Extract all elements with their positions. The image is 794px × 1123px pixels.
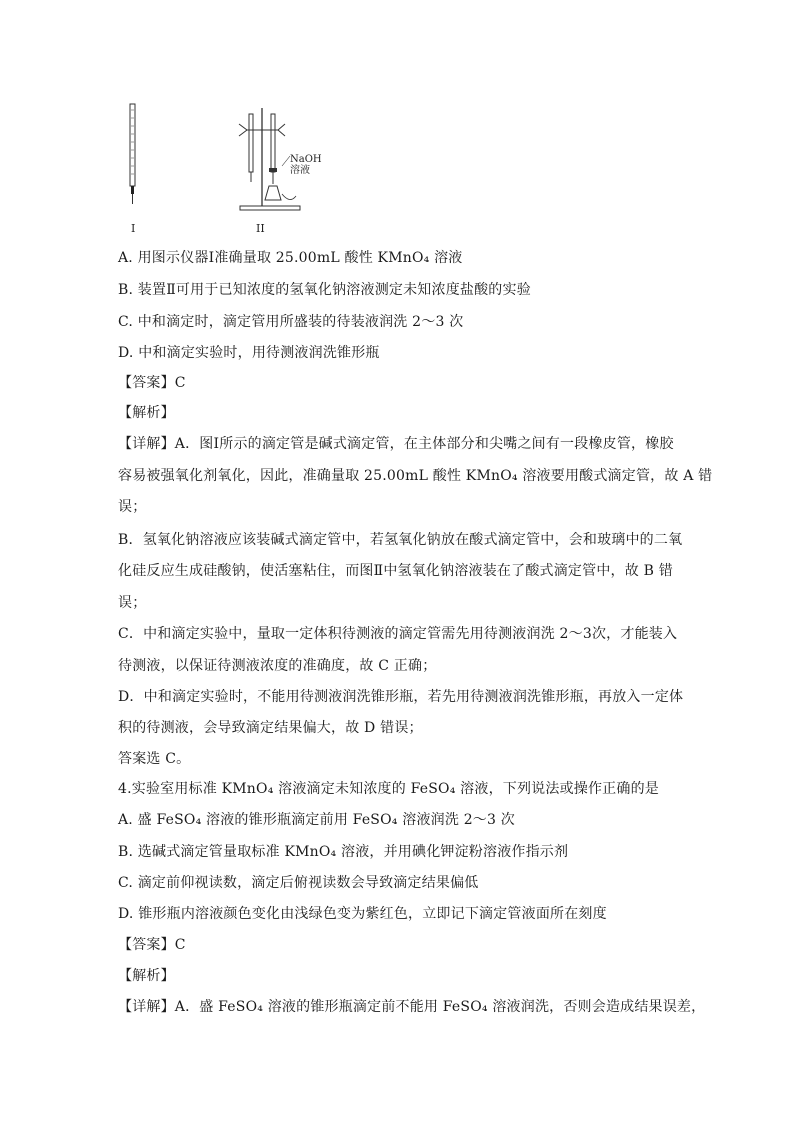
naoh-label: NaOH <box>290 154 322 165</box>
q3-answer: 【答案】C <box>118 375 186 391</box>
q3-analysis-line: 容易被强氧化剂氧化，因此，准确量取 25.00mL 酸性 KMnO₄ 溶液要用酸式滴定管，故 A 错 <box>118 468 713 484</box>
q3-option-a: A. 用图示仪器Ⅰ准确量取 25.00mL 酸性 KMnO₄ 溶液 <box>118 250 463 266</box>
q3-analysis-line: 误； <box>118 595 147 611</box>
q4-stem: 4.实验室用标准 KMnO₄ 溶液滴定未知浓度的 FeSO₄ 溶液，下列说法或操作正确的是 <box>118 781 659 797</box>
q3-analysis-line: 化硅反应生成硅酸钠，使活塞粘住，而图Ⅱ中氢氧化钠溶液装在了酸式滴定管中，故 B 错 <box>118 563 673 579</box>
q4-detail-line: 【详解】A．盛 FeSO₄ 溶液的锥形瓶滴定前不能用 FeSO₄ 溶液润洗，否则会造成结果误差， <box>118 999 706 1015</box>
q4-analysis-title: 【解析】 <box>118 968 175 984</box>
q4-option-b: B. 选碱式滴定管量取标准 KMnO₄ 溶液，并用碘化钾淀粉溶液作指示剂 <box>118 844 569 860</box>
figure-label-ii: II <box>256 222 265 235</box>
q4-option-a: A. 盛 FeSO₄ 溶液的锥形瓶滴定前用 FeSO₄ 溶液润洗 2～3 次 <box>118 812 515 828</box>
q3-analysis-line: 积的待测液，会导致滴定结果偏大，故 D 错误； <box>118 720 423 736</box>
q3-analysis-title: 【解析】 <box>118 405 175 421</box>
q4-answer: 【答案】C <box>118 937 186 953</box>
figure-label-i: I <box>131 222 136 235</box>
titration-figure <box>118 100 338 240</box>
q3-analysis-line: D．中和滴定实验时，不能用待测液润洗锥形瓶，若先用待测液润洗锥形瓶，再放入一定体 <box>118 689 684 705</box>
q3-analysis-line: 误； <box>118 499 147 515</box>
naoh-solution-label: 溶液 <box>290 165 310 176</box>
q3-analysis-line: 待测液，以保证待测液浓度的准确度，故 C 正确； <box>118 658 437 674</box>
q3-analysis-line: 【详解】A．图Ⅰ所示的滴定管是碱式滴定管，在主体部分和尖嘴之间有一段橡皮管，橡胶 <box>118 436 674 452</box>
q4-option-c: C. 滴定前仰视读数，滴定后俯视读数会导致滴定结果偏低 <box>118 875 479 891</box>
q3-option-c: C. 中和滴定时，滴定管用所盛装的待装液润洗 2～3 次 <box>118 314 464 330</box>
q3-option-b: B. 装置Ⅱ可用于已知浓度的氢氧化钠溶液测定未知浓度盐酸的实验 <box>118 282 531 298</box>
q3-option-d: D. 中和滴定实验时，用待测液润洗锥形瓶 <box>118 345 380 361</box>
q4-option-d: D. 锥形瓶内溶液颜色变化由浅绿色变为紫红色，立即记下滴定管液面所在刻度 <box>118 906 607 922</box>
q3-analysis-line: C．中和滴定实验中，量取一定体积待测液的滴定管需先用待测液润洗 2～3次，才能装入 <box>118 626 678 642</box>
q3-final-answer: 答案选 C。 <box>118 751 191 767</box>
q3-analysis-line: B．氢氧化钠溶液应该装碱式滴定管中，若氢氧化钠放在酸式滴定管中，会和玻璃中的二氧 <box>118 532 683 548</box>
burette-i-drawing <box>130 104 135 204</box>
